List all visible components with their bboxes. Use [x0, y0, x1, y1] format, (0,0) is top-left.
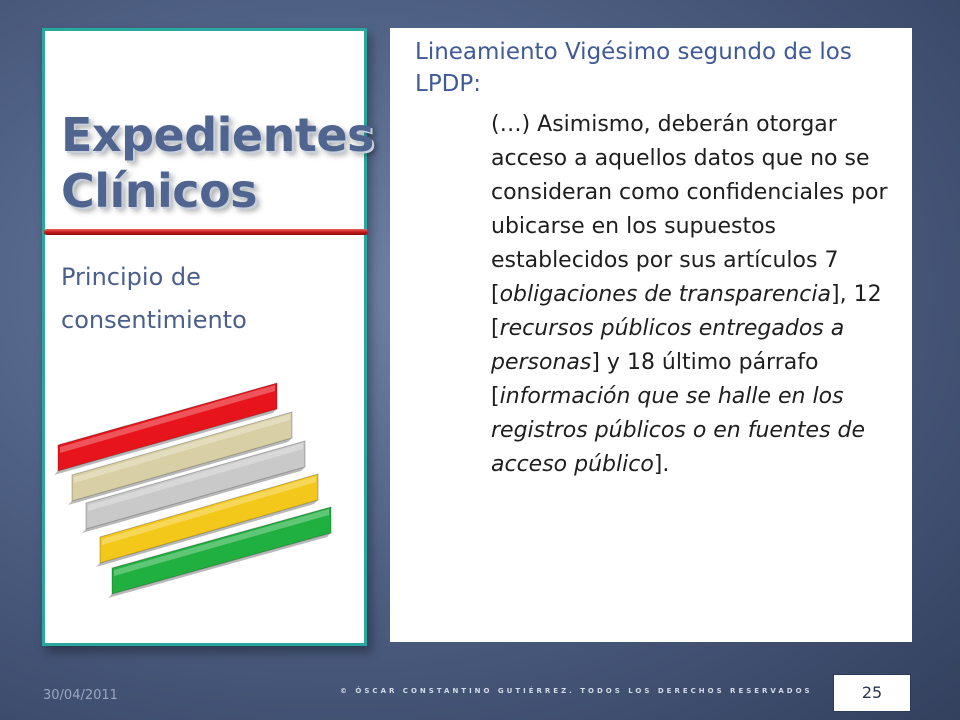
body-part-2: ], 12 [ — [491, 282, 882, 341]
footer-date: 30/04/2011 — [43, 688, 118, 703]
body-part-1: (…) Asimismo, deberán otorgar acceso a aquellos datos que no se consideran como confidenciales por ubicarse en los supuestos establecidos por sus artículos 7 [ — [491, 112, 888, 307]
slide-subtitle: Principio de consentimiento — [61, 263, 247, 334]
content-body — [491, 108, 906, 482]
content-heading: Lineamiento Vigésimo segundo de los LPDP: — [415, 39, 852, 97]
body-italic-1: obligaciones de transparencia — [499, 282, 832, 307]
content-panel — [390, 28, 912, 642]
page-number: 25 — [833, 674, 911, 712]
body-italic-3: información que se halle en los registros públicos o en fuentes de acceso público — [491, 384, 866, 477]
body-part-4: ]. — [653, 452, 670, 477]
slide-title-line2: Clínicos — [61, 164, 258, 218]
body-part-3: ] y 18 último párrafo [ — [491, 350, 819, 409]
footer-copyright: © ÓSCAR CONSTANTINO GUTIÉRREZ. TODOS LOS DERECHOS RESERVADOS — [340, 687, 813, 695]
body-italic-2: recursos públicos entregados a personas — [491, 316, 845, 375]
slide-title-line1: Expedientes — [61, 108, 374, 162]
